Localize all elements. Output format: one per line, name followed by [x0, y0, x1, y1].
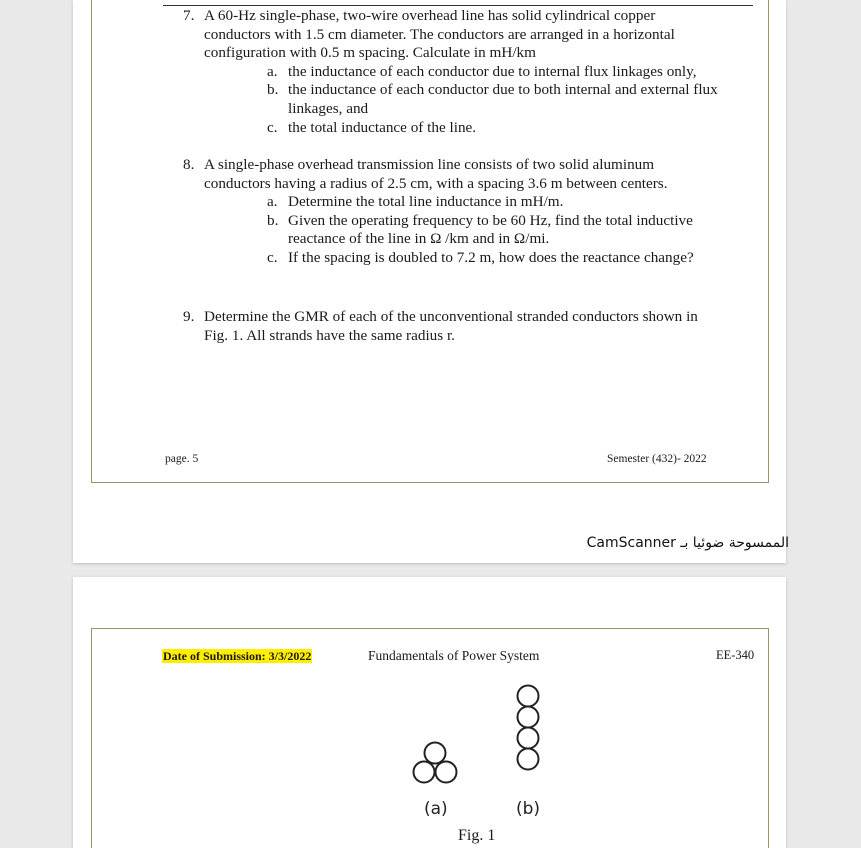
- sub-text-line: the total inductance of the line.: [288, 118, 477, 136]
- question-8: [183, 156, 694, 268]
- sub-text-line: reactance of the line in Ω /km and in Ω/mi.: [288, 230, 550, 248]
- question-number: 8.: [183, 156, 195, 173]
- sub-question-a: [267, 63, 718, 82]
- strand-circle: [518, 707, 539, 728]
- sub-question-list: [267, 193, 694, 267]
- sub-text-line: linkages, and: [288, 99, 369, 117]
- semester-label: Semester (432)- 2022: [607, 453, 707, 465]
- strand-circle: [518, 686, 539, 707]
- sub-letter: c.: [267, 118, 278, 136]
- sub-question-list: [267, 63, 718, 137]
- highlighted-submission-date: Date of Submission: 3/3/2022: [163, 649, 312, 663]
- question-text-line: configuration with 0.5 m spacing. Calculate in mH/km: [204, 44, 536, 62]
- page-number: page. 5: [165, 453, 199, 465]
- sub-letter: c.: [267, 248, 278, 266]
- sub-question-c: [267, 249, 694, 268]
- camscanner-watermark: الممسوحة ضوئيا بـ CamScanner: [586, 535, 789, 551]
- sub-text-line: Determine the total line inductance in mH/m.: [288, 193, 564, 211]
- question-text-line: conductors with 1.5 cm diameter. The conductors are arranged in a horizontal: [204, 25, 675, 43]
- sub-letter: a.: [267, 193, 278, 211]
- sub-question-a: [267, 193, 694, 212]
- question-number: 7.: [183, 7, 195, 24]
- question-9: [183, 308, 698, 345]
- sub-text-line: If the spacing is doubled to 7.2 m, how does the reactance change?: [288, 248, 694, 266]
- strand-circle: [425, 743, 446, 764]
- strand-circle: [518, 749, 539, 770]
- sub-letter: b.: [267, 211, 279, 229]
- sub-text-line: the inductance of each conductor due to both internal and external flux: [288, 81, 718, 99]
- question-7: [183, 7, 718, 137]
- submission-date: [162, 648, 312, 664]
- sub-question-c: [267, 119, 718, 138]
- sub-question-b: [267, 81, 718, 118]
- question-text-line: Determine the GMR of each of the unconventional stranded conductors shown in: [204, 308, 698, 325]
- course-code: EE-340: [716, 648, 755, 662]
- question-number: 9.: [183, 308, 195, 325]
- sub-question-b: [267, 212, 694, 249]
- page-6-sheet: [73, 577, 786, 848]
- sub-letter: b.: [267, 81, 279, 99]
- figure-label-a: (a): [424, 799, 448, 819]
- header-rule: [163, 5, 753, 6]
- course-title: Fundamentals of Power System: [368, 648, 540, 663]
- sub-text-line: Given the operating frequency to be 60 Hz, find the total inductive: [288, 211, 693, 229]
- page-5-sheet: [73, 0, 786, 563]
- sub-text-line: the inductance of each conductor due to internal flux linkages only,: [288, 62, 697, 80]
- question-text-line: Fig. 1. All strands have the same radius r.: [204, 326, 455, 344]
- figure-label-b: (b): [516, 799, 541, 819]
- strand-circle: [414, 762, 435, 783]
- question-text-line: conductors having a radius of 2.5 cm, with a spacing 3.6 m between centers.: [204, 174, 668, 192]
- conductor-b-diagram: [508, 681, 548, 791]
- question-text-line: A single-phase overhead transmission line consists of two solid aluminum: [204, 156, 655, 173]
- conductor-a-diagram: [403, 737, 473, 807]
- strand-circle: [518, 728, 539, 749]
- sub-letter: a.: [267, 62, 278, 80]
- figure-caption: Fig. 1: [458, 827, 496, 844]
- strand-circle: [436, 762, 457, 783]
- question-text-line: A 60-Hz single-phase, two-wire overhead line has solid cylindrical copper: [204, 7, 656, 24]
